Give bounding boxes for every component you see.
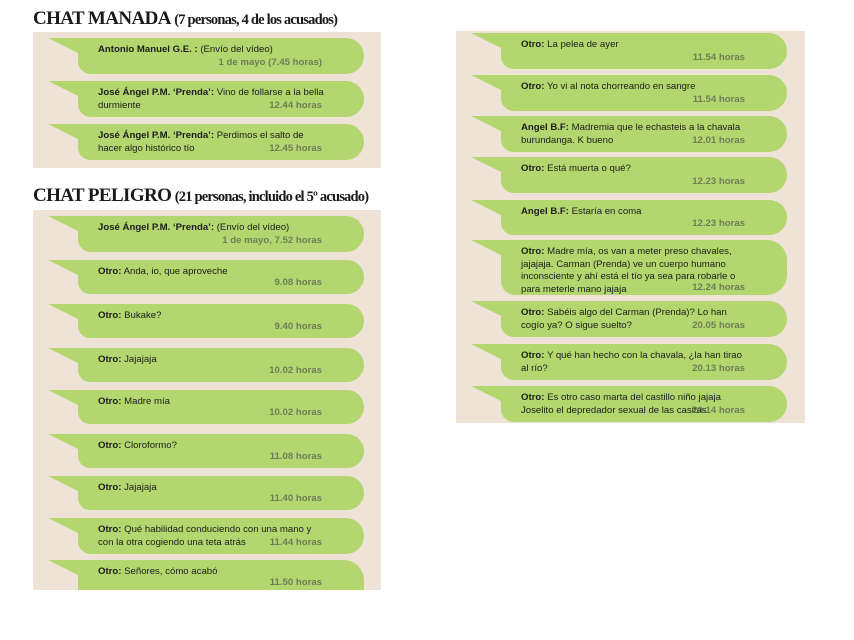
chat-message bbox=[48, 124, 364, 160]
message-sender: José Ángel P.M. ‘Prenda’: bbox=[98, 130, 215, 141]
message-sender: Otro: bbox=[98, 310, 122, 321]
message-time: 12.23 horas bbox=[692, 176, 745, 187]
message-time: 12.45 horas bbox=[269, 143, 322, 154]
message-sender: Otro: bbox=[521, 39, 545, 50]
chat-message bbox=[471, 157, 787, 193]
chat-manada-title-sub: (7 personas, 4 de los acusados) bbox=[174, 12, 338, 28]
message-sender: Otro: bbox=[98, 524, 122, 535]
message-text: Madremia que le echasteis a la chavala burundanga. K bueno bbox=[521, 122, 741, 146]
message-time: 12.01 horas bbox=[692, 135, 745, 146]
message-sender: Otro: bbox=[521, 81, 545, 92]
message-time: 20.05 horas bbox=[692, 320, 745, 331]
message-text: Bukake? bbox=[121, 310, 162, 321]
message-text: Qué habilidad conduciendo con una mano y con la otra cogiendo una teta atrás bbox=[98, 524, 312, 548]
message-sender: Angel B.F: bbox=[521, 206, 569, 217]
chat-message bbox=[48, 81, 364, 117]
message-text: Está muerta o qué? bbox=[544, 163, 631, 174]
message-sender: Otro: bbox=[98, 566, 122, 577]
message-text: Jajajaja bbox=[121, 354, 157, 365]
message-text: (Envío del vídeo) bbox=[214, 222, 290, 233]
message-sender: José Ángel P.M. ‘Prenda’: bbox=[98, 87, 215, 98]
chat-message bbox=[471, 33, 787, 69]
message-text: Estaría en coma bbox=[568, 206, 642, 217]
message-time: 1 de mayo (7.45 horas) bbox=[218, 57, 322, 68]
message-time: 11.54 horas bbox=[692, 52, 745, 63]
message-text: Sabéis algo del Carman (Prenda)? Lo han cogío ya? O sigue suelto? bbox=[521, 307, 727, 331]
message-sender: Otro: bbox=[521, 350, 545, 361]
chat-message bbox=[471, 240, 787, 295]
message-text: Vino de follarse a la bella durmiente bbox=[98, 87, 324, 111]
message-time: 11.08 horas bbox=[269, 451, 322, 462]
message-sender: Otro: bbox=[98, 354, 122, 365]
message-sender: Otro: bbox=[521, 392, 545, 403]
chat-manada-panel bbox=[33, 32, 381, 168]
message-time: 9.08 horas bbox=[274, 277, 322, 288]
chat-message bbox=[471, 386, 787, 422]
chat-peligro-title-main: CHAT PELIGRO bbox=[33, 185, 172, 206]
message-sender: José Ángel P.M. ‘Prenda’: bbox=[98, 222, 215, 233]
chat-message bbox=[48, 434, 364, 468]
message-text: Madre mía, os van a meter preso chavales, jajajaja. Carman (Prenda) ve un cuerpo humano inconsciente y ahí está el tío ya sea para robarle o para meterle mano jajaja bbox=[521, 246, 736, 295]
chat-message bbox=[48, 518, 364, 554]
message-text: Perdimos el salto de hacer algo histórico tío bbox=[98, 130, 304, 154]
message-text: Y qué han hecho con la chavala, ¿la han tirao al río? bbox=[521, 350, 742, 374]
chat-message bbox=[48, 476, 364, 510]
message-time: 1 de mayo, 7.52 horas bbox=[222, 235, 322, 246]
message-text: (Envío del vídeo) bbox=[197, 44, 273, 55]
message-text: Anda, io, que aproveche bbox=[121, 266, 228, 277]
message-sender: Otro: bbox=[98, 266, 122, 277]
chat-message bbox=[48, 216, 364, 252]
message-sender: Angel B.F: bbox=[521, 122, 569, 133]
message-text: Señores, cómo acabó bbox=[121, 566, 218, 577]
chat-manada-title-main: CHAT MANADA bbox=[33, 8, 171, 29]
chat-peligro-title bbox=[33, 185, 368, 207]
message-sender: Antonio Manuel G.E. : bbox=[98, 44, 198, 55]
message-time: 12.44 horas bbox=[269, 100, 322, 111]
message-sender: Otro: bbox=[98, 396, 122, 407]
message-time: 20.13 horas bbox=[692, 363, 745, 374]
message-time: 12.24 horas bbox=[692, 282, 745, 293]
chat-message bbox=[471, 75, 787, 111]
chat-message bbox=[48, 260, 364, 294]
message-text: Jajajaja bbox=[121, 482, 157, 493]
chat-message bbox=[471, 200, 787, 235]
message-sender: Otro: bbox=[98, 440, 122, 451]
chat-message bbox=[48, 304, 364, 338]
message-time: 20.14 horas bbox=[692, 405, 745, 416]
message-sender: Otro: bbox=[521, 307, 545, 318]
message-sender: Otro: bbox=[98, 482, 122, 493]
chat-message bbox=[48, 38, 364, 74]
chat-message bbox=[471, 301, 787, 337]
chat-peligro-title-sub: (21 personas, incluido el 5º acusado) bbox=[174, 189, 369, 205]
message-text: La pelea de ayer bbox=[544, 39, 619, 50]
message-time: 9.40 horas bbox=[274, 321, 322, 332]
message-time: 12.23 horas bbox=[692, 218, 745, 229]
message-time: 10.02 horas bbox=[269, 365, 322, 376]
chat-message bbox=[48, 560, 364, 590]
chat-peligro-continued-panel bbox=[456, 31, 805, 423]
message-time: 11.40 horas bbox=[269, 493, 322, 504]
chat-message bbox=[471, 344, 787, 380]
message-time: 11.44 horas bbox=[269, 537, 322, 548]
chat-peligro-panel bbox=[33, 210, 381, 590]
message-text: Yo vi al nota chorreando en sangre bbox=[544, 81, 696, 92]
message-sender: Otro: bbox=[521, 163, 545, 174]
chat-manada-title bbox=[33, 8, 337, 30]
message-text: Es otro caso marta del castillo niño jajaja Joselito el depredador sexual de las casitas bbox=[521, 392, 721, 416]
message-time: 11.50 horas bbox=[269, 577, 322, 588]
chat-message bbox=[471, 116, 787, 152]
message-text: Cloroformo? bbox=[121, 440, 177, 451]
chat-message bbox=[48, 390, 364, 424]
chat-message bbox=[48, 348, 364, 382]
message-time: 10.02 horas bbox=[269, 407, 322, 418]
message-time: 11.54 horas bbox=[692, 94, 745, 105]
message-text: Madre mía bbox=[121, 396, 170, 407]
message-sender: Otro: bbox=[521, 246, 545, 257]
